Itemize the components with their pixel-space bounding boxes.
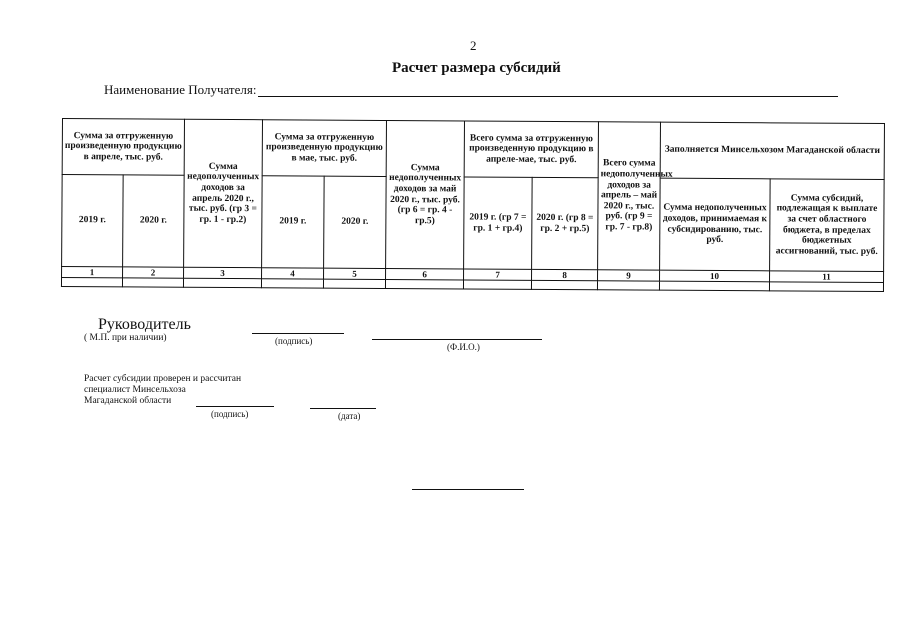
head-signature-line [252, 333, 344, 334]
fio-caption: (Ф.И.О.) [447, 342, 480, 352]
column-number: 9 [598, 270, 660, 281]
data-cell [531, 280, 597, 289]
page-number: 2 [470, 38, 477, 53]
header-col9: Всего сумма недополученных доходов за апрель – май 2020 г., тыс. руб. (гр 9 = гр. 7 - гр.8) [598, 122, 661, 270]
verification-text-3: Магаданской области [84, 396, 172, 406]
header-col8: 2020 г. (гр 8 = гр. 2 + гр.5) [532, 177, 599, 269]
column-number: 8 [532, 269, 598, 280]
header-group-total: Всего сумма за отгруженную произведенную продукцию в апреле-мае, тыс. руб. [464, 121, 598, 178]
column-number: 10 [660, 270, 770, 282]
data-cell [385, 280, 463, 289]
data-cell [122, 278, 183, 287]
verification-text-1: Расчет субсидии проверен и рассчитан [84, 374, 242, 384]
header-col5: 2020 г. [324, 176, 387, 268]
stamp-note: ( М.П. при наличии) [84, 333, 167, 343]
data-cell [659, 281, 769, 291]
recipient-fill-line [258, 96, 838, 97]
header-col1: 2019 г. [62, 175, 124, 267]
specialist-signature-caption: (подпись) [211, 409, 249, 419]
column-number: 3 [184, 267, 262, 279]
header-col11: Сумма субсидий, подлежащая к выплате за счет областного бюджета, в пределах бюджетных ассигнований, тыс. руб. [770, 179, 885, 272]
column-number: 2 [123, 267, 184, 278]
subsidy-calculation-table [61, 118, 885, 292]
data-cell [61, 278, 122, 287]
specialist-signature-line [196, 406, 274, 407]
data-cell [323, 279, 385, 288]
recipient-label: Наименование Получателя: [104, 82, 257, 97]
header-col7: 2019 г. (гр 7 = гр. 1 + гр.4) [464, 177, 533, 269]
column-number: 1 [62, 267, 123, 278]
footer-divider [412, 489, 524, 490]
column-number: 5 [324, 268, 386, 279]
data-cell [261, 279, 323, 288]
column-number: 6 [386, 268, 464, 280]
data-cell [769, 282, 883, 292]
date-line [310, 408, 376, 409]
header-col6: Сумма недополученных доходов за май 2020 г., тыс. руб. (гр 6 = гр. 4 - гр.5) [386, 120, 465, 268]
header-group-april: Сумма за отгруженную произведенную продукцию в апреле, тыс. руб. [62, 119, 184, 176]
data-cell [183, 278, 261, 287]
column-number: 11 [770, 271, 884, 283]
fio-line [372, 339, 542, 340]
column-number: 7 [464, 269, 532, 280]
header-col10: Сумма недополученных доходов, принимаемая к субсидированию, тыс. руб. [660, 178, 771, 271]
date-caption: (дата) [338, 411, 361, 421]
column-number: 4 [262, 268, 324, 279]
header-col3: Сумма недополученных доходов за апрель 2020 г., тыс. руб. (гр 3 = гр. 1 - гр.2) [184, 119, 263, 267]
header-group-may: Сумма за отгруженную произведенную продукцию в мае, тыс. руб. [262, 120, 386, 177]
header-col4: 2019 г. [262, 176, 325, 268]
header-col2: 2020 г. [123, 175, 185, 267]
header-group-ministry: Заполняется Минсельхозом Магаданской области [660, 122, 884, 179]
verification-text-2: специалист Минсельхоза [84, 385, 186, 395]
data-cell [463, 280, 531, 289]
head-label: Руководитель [98, 316, 191, 333]
head-signature-caption: (подпись) [275, 336, 313, 346]
document-title: Расчет размера субсидий [392, 60, 561, 76]
data-cell [597, 281, 659, 290]
